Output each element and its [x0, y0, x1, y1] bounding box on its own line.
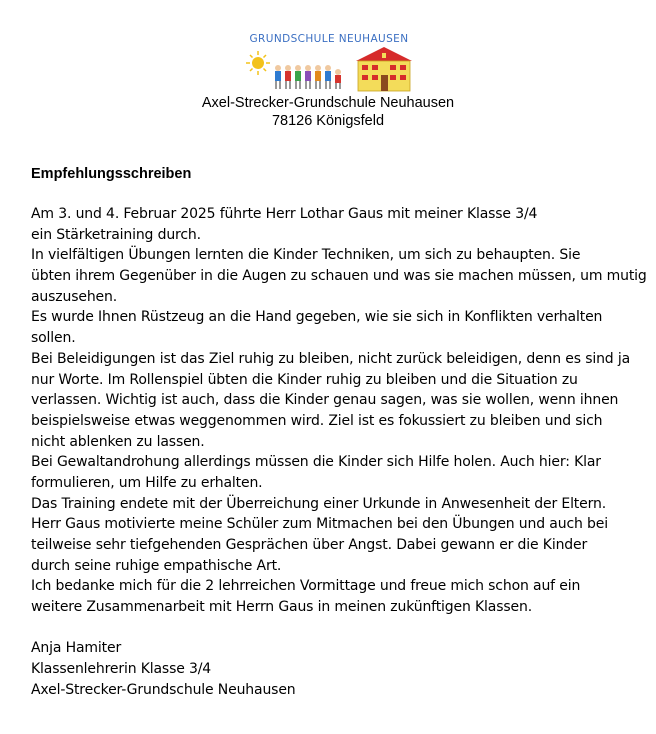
body-line: übten ihrem Gegenüber in die Augen zu schauen und was sie machen müssen, um mutig: [31, 268, 647, 285]
letter-body: [31, 204, 647, 618]
signature-name: Anja Hamiter: [31, 640, 122, 656]
body-line: teilweise sehr tiefgehenden Gesprächen über Angst. Dabei gewann er die Kinder: [31, 537, 588, 553]
body-line: nur Worte. Im Rollenspiel übten die Kinder ruhig zu bleiben und die Situation zu: [31, 371, 578, 388]
body-line: durch seine ruhige empathische Art.: [31, 557, 282, 574]
body-line: Das Training endete mit der Überreichung einer Urkunde in Anwesenheit der Eltern.: [31, 495, 606, 512]
kids-illustration: [275, 65, 341, 89]
body-line: Bei Beleidigungen ist das Ziel ruhig zu bleiben, nicht zurück beleidigen, denn es sind ja: [31, 350, 631, 367]
signature-block: [31, 638, 296, 701]
body-line: Bei Gewaltandrohung allerdings müssen die Kinder sich Hilfe holen. Auch hier: Klar: [31, 454, 601, 471]
body-line: In vielfältigen Übungen lernten die Kinder Techniken, um sich zu behaupten. Sie: [31, 247, 581, 264]
signature-role: Klassenlehrerin Klasse 3/4: [31, 661, 212, 677]
body-line: formulieren, um Hilfe zu erhalten.: [31, 474, 263, 491]
body-line: auszusehen.: [31, 288, 118, 305]
logo-text: GRUNDSCHULE NEUHAUSEN: [249, 33, 409, 45]
body-line: verlassen. Wichtig ist auch, dass die Kinder genau sagen, was sie wollen, wenn ihnen: [31, 392, 619, 409]
body-line: sollen.: [31, 330, 76, 347]
school-address: 78126 Königsfeld: [271, 113, 385, 129]
body-line: Es wurde Ihnen Rüstzeug an die Hand gegeben, wie sie sich in Konflikten verhalten: [31, 309, 603, 326]
school-house-icon: [356, 47, 412, 91]
logo-illustration: [244, 45, 414, 93]
body-line: weitere Zusammenarbeit mit Herrn Gaus in meinen zukünftigen Klassen.: [31, 599, 532, 616]
logo-title: [244, 33, 414, 45]
body-line: Ich bedanke mich für die 2 lehrreichen Vormittage und freue mich schon auf ein: [31, 578, 581, 595]
school-name: Axel-Strecker-Grundschule Neuhausen: [201, 95, 455, 111]
letter-title: Empfehlungsschreiben: [31, 166, 192, 182]
body-line: Am 3. und 4. Februar 2025 führte Herr Lothar Gaus mit meiner Klasse 3/4: [31, 206, 538, 222]
school-logo: [244, 33, 414, 93]
body-line: nicht ablenken zu lassen.: [31, 433, 205, 450]
signature-school: Axel-Strecker-Grundschule Neuhausen: [31, 682, 296, 698]
sun-icon: [246, 51, 270, 75]
body-line: ein Stärketraining durch.: [31, 226, 201, 243]
body-line: Herr Gaus motivierte meine Schüler zum Mitmachen bei den Übungen und auch bei: [31, 516, 608, 533]
body-line: beispielsweise etwas weggenommen wird. Ziel ist es fokussiert zu bleiben und sich: [31, 412, 603, 429]
